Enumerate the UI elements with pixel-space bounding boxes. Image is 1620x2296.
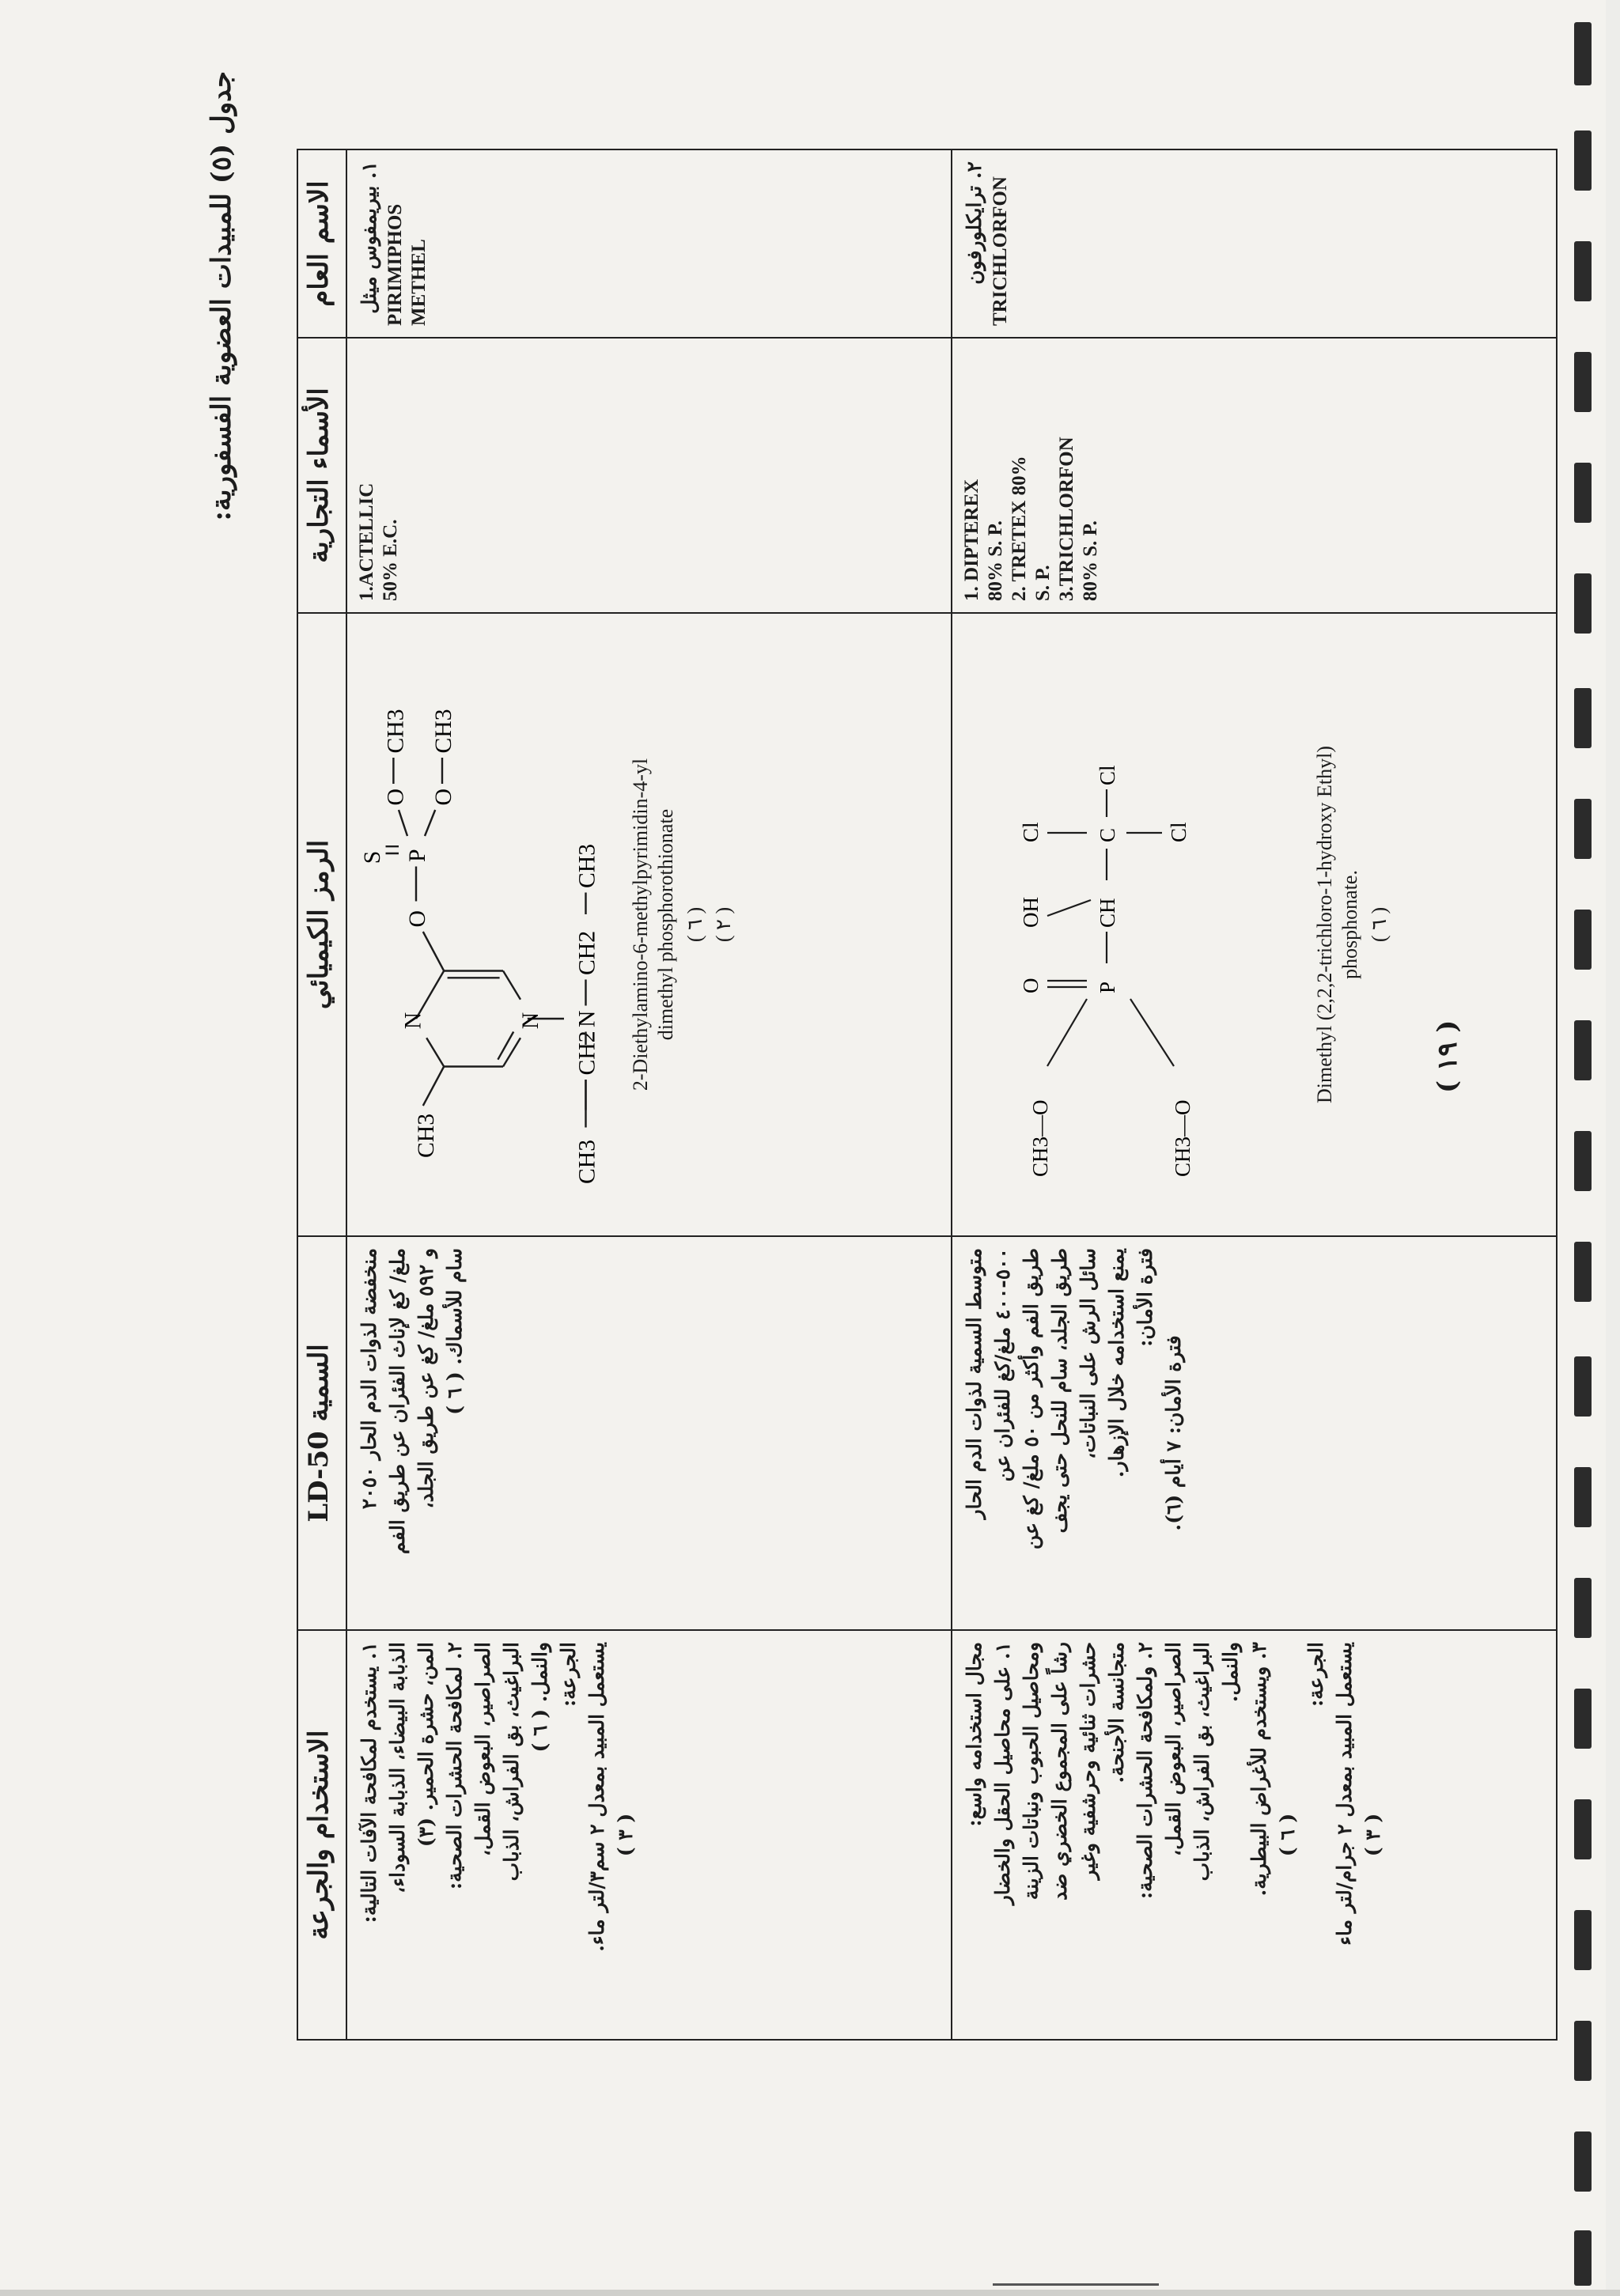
atom-label: O xyxy=(383,789,409,806)
text-line: رشاً على المجموع الخضري ضد xyxy=(1048,1642,1071,1901)
reference-number: ( ٦ ) xyxy=(683,906,706,943)
atom-label: C xyxy=(1096,827,1119,842)
atom-label: CH2 xyxy=(574,1031,600,1076)
binding-hole xyxy=(1574,1356,1592,1417)
page-number: ( ١٩ ) xyxy=(1432,1019,1463,1093)
footer-rule xyxy=(993,2283,1159,2286)
text-line: الجرعة: xyxy=(1304,1642,1327,1708)
bond-line xyxy=(423,932,444,971)
cell-use-dose xyxy=(952,1630,1557,2040)
atom-label: CH3 xyxy=(431,709,456,754)
binding-hole xyxy=(1574,1689,1592,1749)
text-line: يمنع استخدامه خلال الإزهار. xyxy=(1105,1248,1128,1478)
table-title: جدول (٥) للمبيدات العضوية الفسفورية: xyxy=(206,71,237,521)
atom-label: Cl xyxy=(1019,822,1043,842)
text-line: و ٥٩٢ ملغ/ كغ عن طريق الجلد، xyxy=(414,1248,437,1509)
text-line: سائل الرش على النباتات، xyxy=(1077,1248,1100,1459)
chemical-name xyxy=(1312,625,1363,1224)
bond-line xyxy=(503,1038,520,1066)
pesticide-table xyxy=(297,149,1558,2041)
text-line: 50% E.C. xyxy=(380,519,401,601)
text-line: فترة الأمان: xyxy=(1134,1248,1156,1347)
text-line: dimethyl phosphorothionate xyxy=(654,808,677,1041)
atom-label: CH3 xyxy=(414,1113,439,1158)
text-line: طريق الفم وأكثر من ٥٠ ملغ/ كغ عن xyxy=(1020,1248,1043,1550)
table-row xyxy=(952,149,1557,2040)
atom-label: P xyxy=(405,849,430,862)
text-line: منخفضة لذوات الدم الحار ٢٠٥٠ xyxy=(358,1248,380,1510)
bond-line xyxy=(423,1067,444,1106)
text-line: طريق الجلد، سام للنحل حتى يجف xyxy=(1048,1248,1071,1534)
text-line: 1.ACTELLIC xyxy=(356,482,377,601)
text-line: ٢. لمكافحة الحشرات الصحية: xyxy=(443,1642,466,1890)
text-line: حشرات ثنائية وحرشفية وغير xyxy=(1077,1642,1100,1880)
cell-toxicity xyxy=(346,1236,952,1630)
header-trade-names: الأسماء التجارية xyxy=(297,338,346,613)
text-line: والنمل. xyxy=(1219,1642,1242,1703)
binding-hole xyxy=(1574,463,1592,523)
atom-label: P xyxy=(1096,981,1119,993)
binding-hole xyxy=(1574,1242,1592,1302)
binding-hole xyxy=(1574,688,1592,748)
binding-hole xyxy=(1574,573,1592,634)
text-line: يستعمل المبيد بمعدل ٢ جرام/لتر ماء xyxy=(1333,1642,1356,1946)
chemical-name xyxy=(628,625,679,1224)
text-line: TRICHLORFON xyxy=(990,176,1011,326)
text-line: Dimethyl (2,2,2-trichloro-1-hydroxy Ethyl) xyxy=(1313,745,1336,1104)
text-line: 2. TRETEX 80% xyxy=(1009,456,1030,601)
atom-label: N xyxy=(518,1012,543,1030)
text-line: phosphonate. xyxy=(1338,870,1361,979)
atom-label: OH xyxy=(1019,897,1043,928)
text-line: البراغيث، بق الفراش، الذباب xyxy=(1190,1642,1213,1882)
binding-hole xyxy=(1574,1020,1592,1080)
atom-label: CH3—O xyxy=(1028,1099,1052,1177)
atom-label: N xyxy=(400,1012,426,1030)
binding-hole xyxy=(1574,2230,1592,2286)
binding-hole xyxy=(1574,2021,1592,2081)
atom-label: CH3 xyxy=(383,709,409,754)
text-line: ١. يستخدم لمكافحة الآفات التالية: xyxy=(358,1642,380,1923)
atom-label: CH xyxy=(1096,898,1119,928)
header-use-dose: الاستخدام والجرعة xyxy=(297,1630,346,2040)
binding-hole xyxy=(1574,2131,1592,2192)
binding-hole xyxy=(1574,1131,1592,1191)
binding-hole xyxy=(1574,910,1592,970)
cell-trade-names xyxy=(952,338,1557,613)
atom-label: CH3—O xyxy=(1171,1099,1194,1177)
text-line: البراغيث، بق الفراش، الذباب xyxy=(500,1642,523,1882)
atom-label: Cl xyxy=(1167,822,1190,842)
text-line: S. P. xyxy=(1032,565,1054,601)
binding-hole xyxy=(1574,1578,1592,1638)
binding-hole xyxy=(1574,130,1592,191)
text-line: 2-Diethylamino-6-methylpyrimidin-4-yl xyxy=(629,758,652,1091)
header-toxicity: السمية LD-50 xyxy=(297,1236,346,1630)
atom-label: O xyxy=(405,910,430,928)
text-line: الذبابة البيضاء، الذبابة السوداء، xyxy=(386,1642,409,1893)
atom-label: CH3 xyxy=(574,1139,600,1184)
cell-chemical-formula xyxy=(346,613,952,1236)
text-line: ٢. ولمكافحة الحشرات الصحية: xyxy=(1134,1642,1156,1900)
atom-label: O xyxy=(1019,978,1043,993)
text-line: متوسط السمية لذوات الدم الحار xyxy=(963,1248,986,1519)
binding-hole xyxy=(1574,799,1592,859)
text-line: ( ٦ ) xyxy=(1276,1813,1299,1857)
text-line: المن، حشرة الحمير. (٣) xyxy=(414,1642,437,1848)
text-line: 80% S. P. xyxy=(985,520,1006,601)
bond-line xyxy=(426,1038,444,1066)
text-line: METHEL xyxy=(408,239,430,326)
binding-hole xyxy=(1574,22,1592,85)
text-line: ١. بيريمفوس ميثل xyxy=(358,161,380,314)
table-header-row xyxy=(297,149,346,2040)
text-line: 80% S. P. xyxy=(1080,520,1101,601)
text-line: يستعمل المبيد بمعدل ٢ سم٣/لتر ماء. xyxy=(585,1642,608,1952)
page-edge xyxy=(0,2290,1620,2296)
text-line: سام للأسماك. ( ٦ ) xyxy=(443,1248,466,1415)
rotated-page-content xyxy=(174,0,1558,2048)
text-line: ومحاصيل الحبوب ونباتات الزينة xyxy=(1020,1642,1043,1901)
text-line: ( ٣ ) xyxy=(1361,1813,1384,1857)
text-line: مجال استخدامه واسع: xyxy=(963,1642,986,1827)
binding-hole xyxy=(1574,352,1592,412)
binding-hole xyxy=(1574,1910,1592,1970)
text-line: والنمل. ( ٦ ) xyxy=(528,1642,551,1753)
reference-number: ( ٦ ) xyxy=(1368,906,1391,943)
cell-trade-names xyxy=(346,338,952,613)
text-line: متجانسة الأجنحة. xyxy=(1105,1642,1128,1783)
bond-line xyxy=(399,810,407,836)
text-line: ٢. ترايكلورفون xyxy=(963,161,986,285)
atom-label: O xyxy=(431,789,456,806)
text-line: PIRIMIPHOS xyxy=(384,203,406,326)
text-line: الصراصير، البعوض القمل، xyxy=(471,1642,494,1856)
bond-line xyxy=(498,1032,513,1060)
text-line: 3.TRICHLORFON xyxy=(1056,437,1077,601)
text-line: الصراصير، البعوض القمل، xyxy=(1162,1642,1185,1856)
pirimiphos-structure xyxy=(355,639,616,1224)
text-line: ١. على محاصيل الحقل والخضار xyxy=(991,1642,1014,1905)
header-common-name: الاسم العام xyxy=(297,149,346,338)
cell-chemical-formula xyxy=(952,613,1557,1236)
text-line: فترة الأمان: ٧ أيام (٦). xyxy=(1162,1335,1185,1531)
cell-common-name xyxy=(346,149,952,338)
reference-number: ( ٢ ) xyxy=(712,906,735,943)
text-line: ٥٠٠-٤٠٠ ملغ/كغ للفئران عن xyxy=(991,1248,1014,1482)
bond-line xyxy=(425,810,435,836)
text-line: الجرعة: xyxy=(557,1642,580,1708)
table-row xyxy=(346,149,952,2040)
atom-label: CH3 xyxy=(574,843,600,888)
text-line: ( ٣ ) xyxy=(614,1813,637,1857)
atom-label: Cl xyxy=(1096,765,1119,785)
trichlorfon-structure xyxy=(960,639,1300,1224)
cell-common-name xyxy=(952,149,1557,338)
text-line: 1. DIPTEREX xyxy=(961,478,982,601)
text-line: ٣. ويستخدم للأغراض البيطرية. xyxy=(1247,1642,1270,1897)
binding-hole xyxy=(1574,1799,1592,1859)
atom-label: CH2 xyxy=(574,930,600,975)
binding-hole xyxy=(1574,241,1592,301)
cell-use-dose xyxy=(346,1630,952,2040)
bond-line xyxy=(503,971,520,1000)
header-chemical-formula: الرمز الكيميائي xyxy=(297,613,346,1236)
atom-label: N xyxy=(574,1010,600,1027)
binding-hole xyxy=(1574,1467,1592,1527)
atom-label: S xyxy=(359,850,385,864)
text-line: ملغ/ كغ لإناث الفئران عن طريق الفم xyxy=(386,1248,409,1555)
cell-toxicity xyxy=(952,1236,1557,1630)
